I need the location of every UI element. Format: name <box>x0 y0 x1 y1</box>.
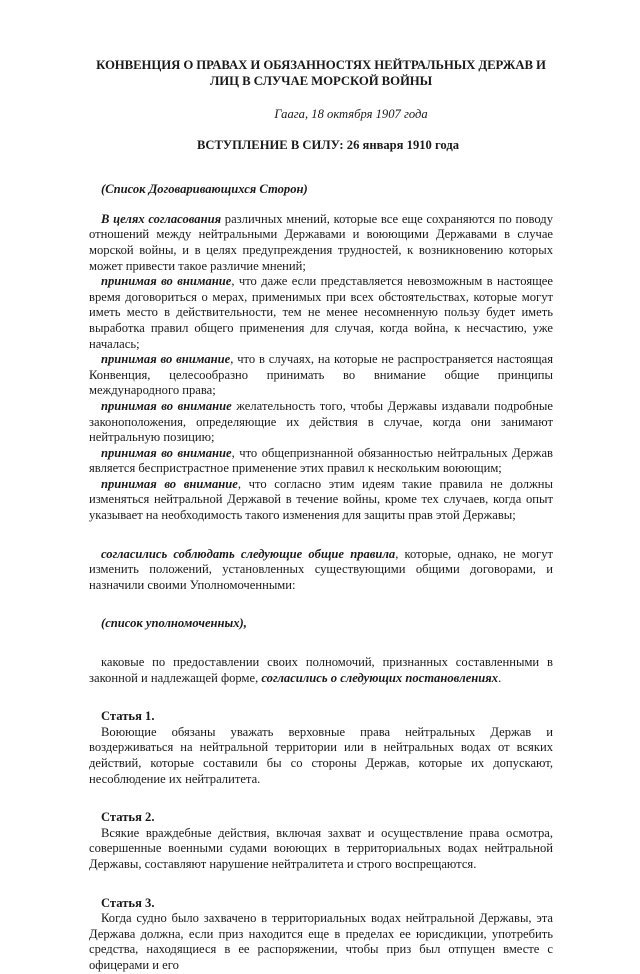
document-page <box>89 58 553 974</box>
title-line-1: КОНВЕНЦИЯ О ПРАВАХ И ОБЯЗАННОСТЯХ НЕЙТРАЛЬНЫХ ДЕРЖАВ И <box>96 58 546 72</box>
article-heading: Статья 1. <box>101 709 155 724</box>
preamble-paragraph: принимая во внимание, что даже если представляется невозможным в настоящее время договориться о мерах, применимых при всех обстоятельствах, которые могут иметь место в действительности, тем не менее несомненную пользу будет иметь выработка правил общего применения для случая, когда война, к несчастию, уже началась; <box>89 274 553 351</box>
agreed-paragraph: согласились соблюдать следующие общие правила, которые, однако, не могут изменить положений, установленных существующими общими договорами, и назначили своими Уполномоченными: <box>89 546 553 592</box>
preamble-paragraph: принимая во внимание, что согласно этим идеям такие правила не должны изменяться нейтральной Державой в течение войны, кроме тех случаев, когда опыт указывает на необходимость такого изменения для защиты прав этой Державы; <box>89 476 553 523</box>
article-body: Когда судно было захвачено в территориальных водах нейтральной Державы, эта Держава должна, если приз находится еще в пределах ее юрисдикции, употребить средства, находящиеся в ее распоряжении, чтобы приз был отпущен вместе с офицерами и его <box>89 911 553 972</box>
document-title <box>69 58 573 89</box>
preamble-paragraph: В целях согласования различных мнений, которые все еще сохраняются по поводу отношений между нейтральными Державами и воюющими Державами в случае морской войны, и в целях предупреждения трудностей, к возникновению которых может привести такое различие мнений; <box>89 211 554 273</box>
parties-note: (Список Договаривающихся Сторон) <box>101 182 308 197</box>
article-body: Воюющие обязаны уважать верховные права нейтральных Держав и воздерживаться на нейтральной территории или в нейтральных водах от всяких действий, которые составили бы со стороны Держав, которые их допускают, несоблюдение их нейтралитета. <box>89 724 553 786</box>
credentials-paragraph: каковые по предоставлении своих полномочий, признанных составленными в законной и надлежащей форме, согласились о следующих постановлениях. <box>89 655 553 685</box>
preamble-paragraph: принимая во внимание желательность того, чтобы Державы издавали подробные законоположения, определяющие их действия в случае, когда они занимают нейтральную позицию; <box>89 398 553 445</box>
title-line-2: ЛИЦ В СЛУЧАЕ МОРСКОЙ ВОЙНЫ <box>209 73 433 88</box>
article-heading: Статья 3. <box>101 895 155 910</box>
preamble-paragraph: принимая во внимание, что в случаях, на которые не распространяется настоящая Конвенция, целесообразно принимать во внимание общие принципы международного права; <box>89 352 553 398</box>
preamble-paragraph: принимая во внимание, что общепризнанной обязанностью нейтральных Держав является беспристрастное применение этих правил к нескольким воюющим; <box>89 445 553 476</box>
article-body: Всякие враждебные действия, включая захват и осуществление права осмотра, совершенные военными судами воюющих в территориальных водах нейтральной Державы, составляют нарушение нейтралитета и строго воспрещаются. <box>89 825 553 871</box>
entry-into-force: ВСТУПЛЕНИЕ В СИЛУ: 26 января 1910 года <box>196 137 459 152</box>
place-date: Гаага, 18 октября 1907 года <box>274 107 428 121</box>
article-heading: Статья 2. <box>101 810 155 825</box>
plenipotentiaries-note: (список уполномоченных), <box>101 616 247 631</box>
